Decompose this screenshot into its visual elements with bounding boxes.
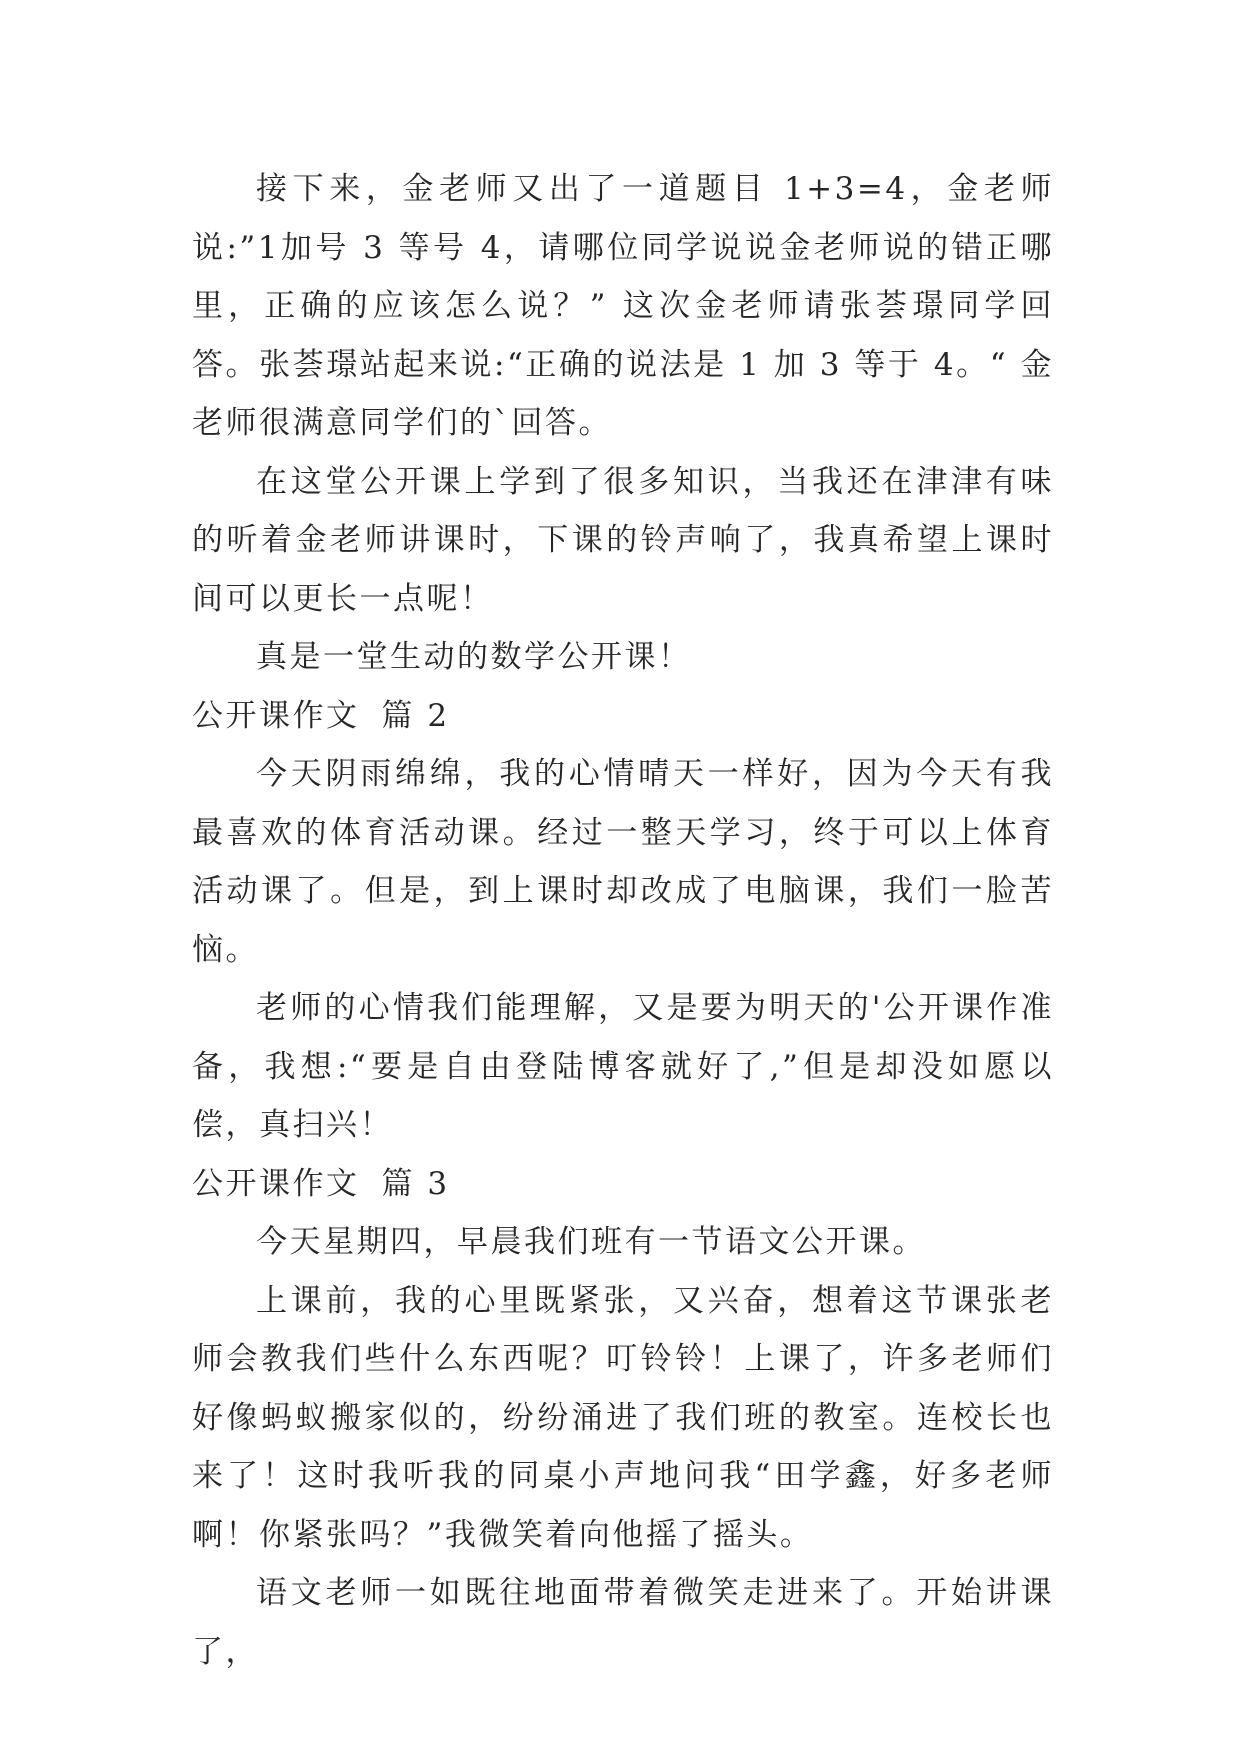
paragraph: 真是一堂生动的数学公开课！ [256, 639, 692, 675]
section-heading [192, 1155, 1054, 1214]
section-heading-title: 公开课作文 [192, 697, 360, 734]
section-heading-title: 公开课作文 [192, 1165, 360, 1202]
document-body [192, 160, 1054, 1681]
paragraph: 老师的心情我们能理解，又是要为明天的'公开课作准备，我想:“要是自由登陆博客就好了,”但是却没如愿以偿，真扫兴！ [192, 990, 1054, 1143]
paragraph: 语文老师一如既往地面带着微笑走进来了。开始讲课了， [192, 1575, 1054, 1670]
section-heading-number: 篇 2 [381, 697, 450, 734]
section-heading-number: 篇 3 [381, 1165, 450, 1202]
paragraph: 接下来，金老师又出了一道题目 1+3=4，金老师说:”1加号 3 等号 4，请哪位同学说说金老师说的错正哪里，正确的应该怎么说？” 这次金老师请张荟璟同学回答。张荟璟站起来说:“正确的说法是 1 加 3 等于 4。“ 金老师很满意同学们的`回答。 [192, 171, 1054, 441]
paragraph: 今天星期四，早晨我们班有一节语文公开课。 [256, 1224, 926, 1260]
section-heading [192, 687, 1054, 746]
paragraph: 今天阴雨绵绵，我的心情晴天一样好，因为今天有我最喜欢的体育活动课。经过一整天学习，终于可以上体育活动课了。但是，到上课时却改成了电脑课，我们一脸苦恼。 [192, 756, 1054, 968]
paragraph: 上课前，我的心里既紧张，又兴奋，想着这节课张老师会教我们些什么东西呢？叮铃铃！上课了，许多老师们好像蚂蚁搬家似的，纷纷涌进了我们班的教室。连校长也来了！这时我听我的同桌小声地问我“田学鑫，好多老师啊！你紧张吗？”我微笑着向他摇了摇头。 [192, 1282, 1054, 1553]
paragraph: 在这堂公开课上学到了很多知识，当我还在津津有味的听着金老师讲课时，下课的铃声响了，我真希望上课时间可以更长一点呢！ [192, 463, 1054, 617]
